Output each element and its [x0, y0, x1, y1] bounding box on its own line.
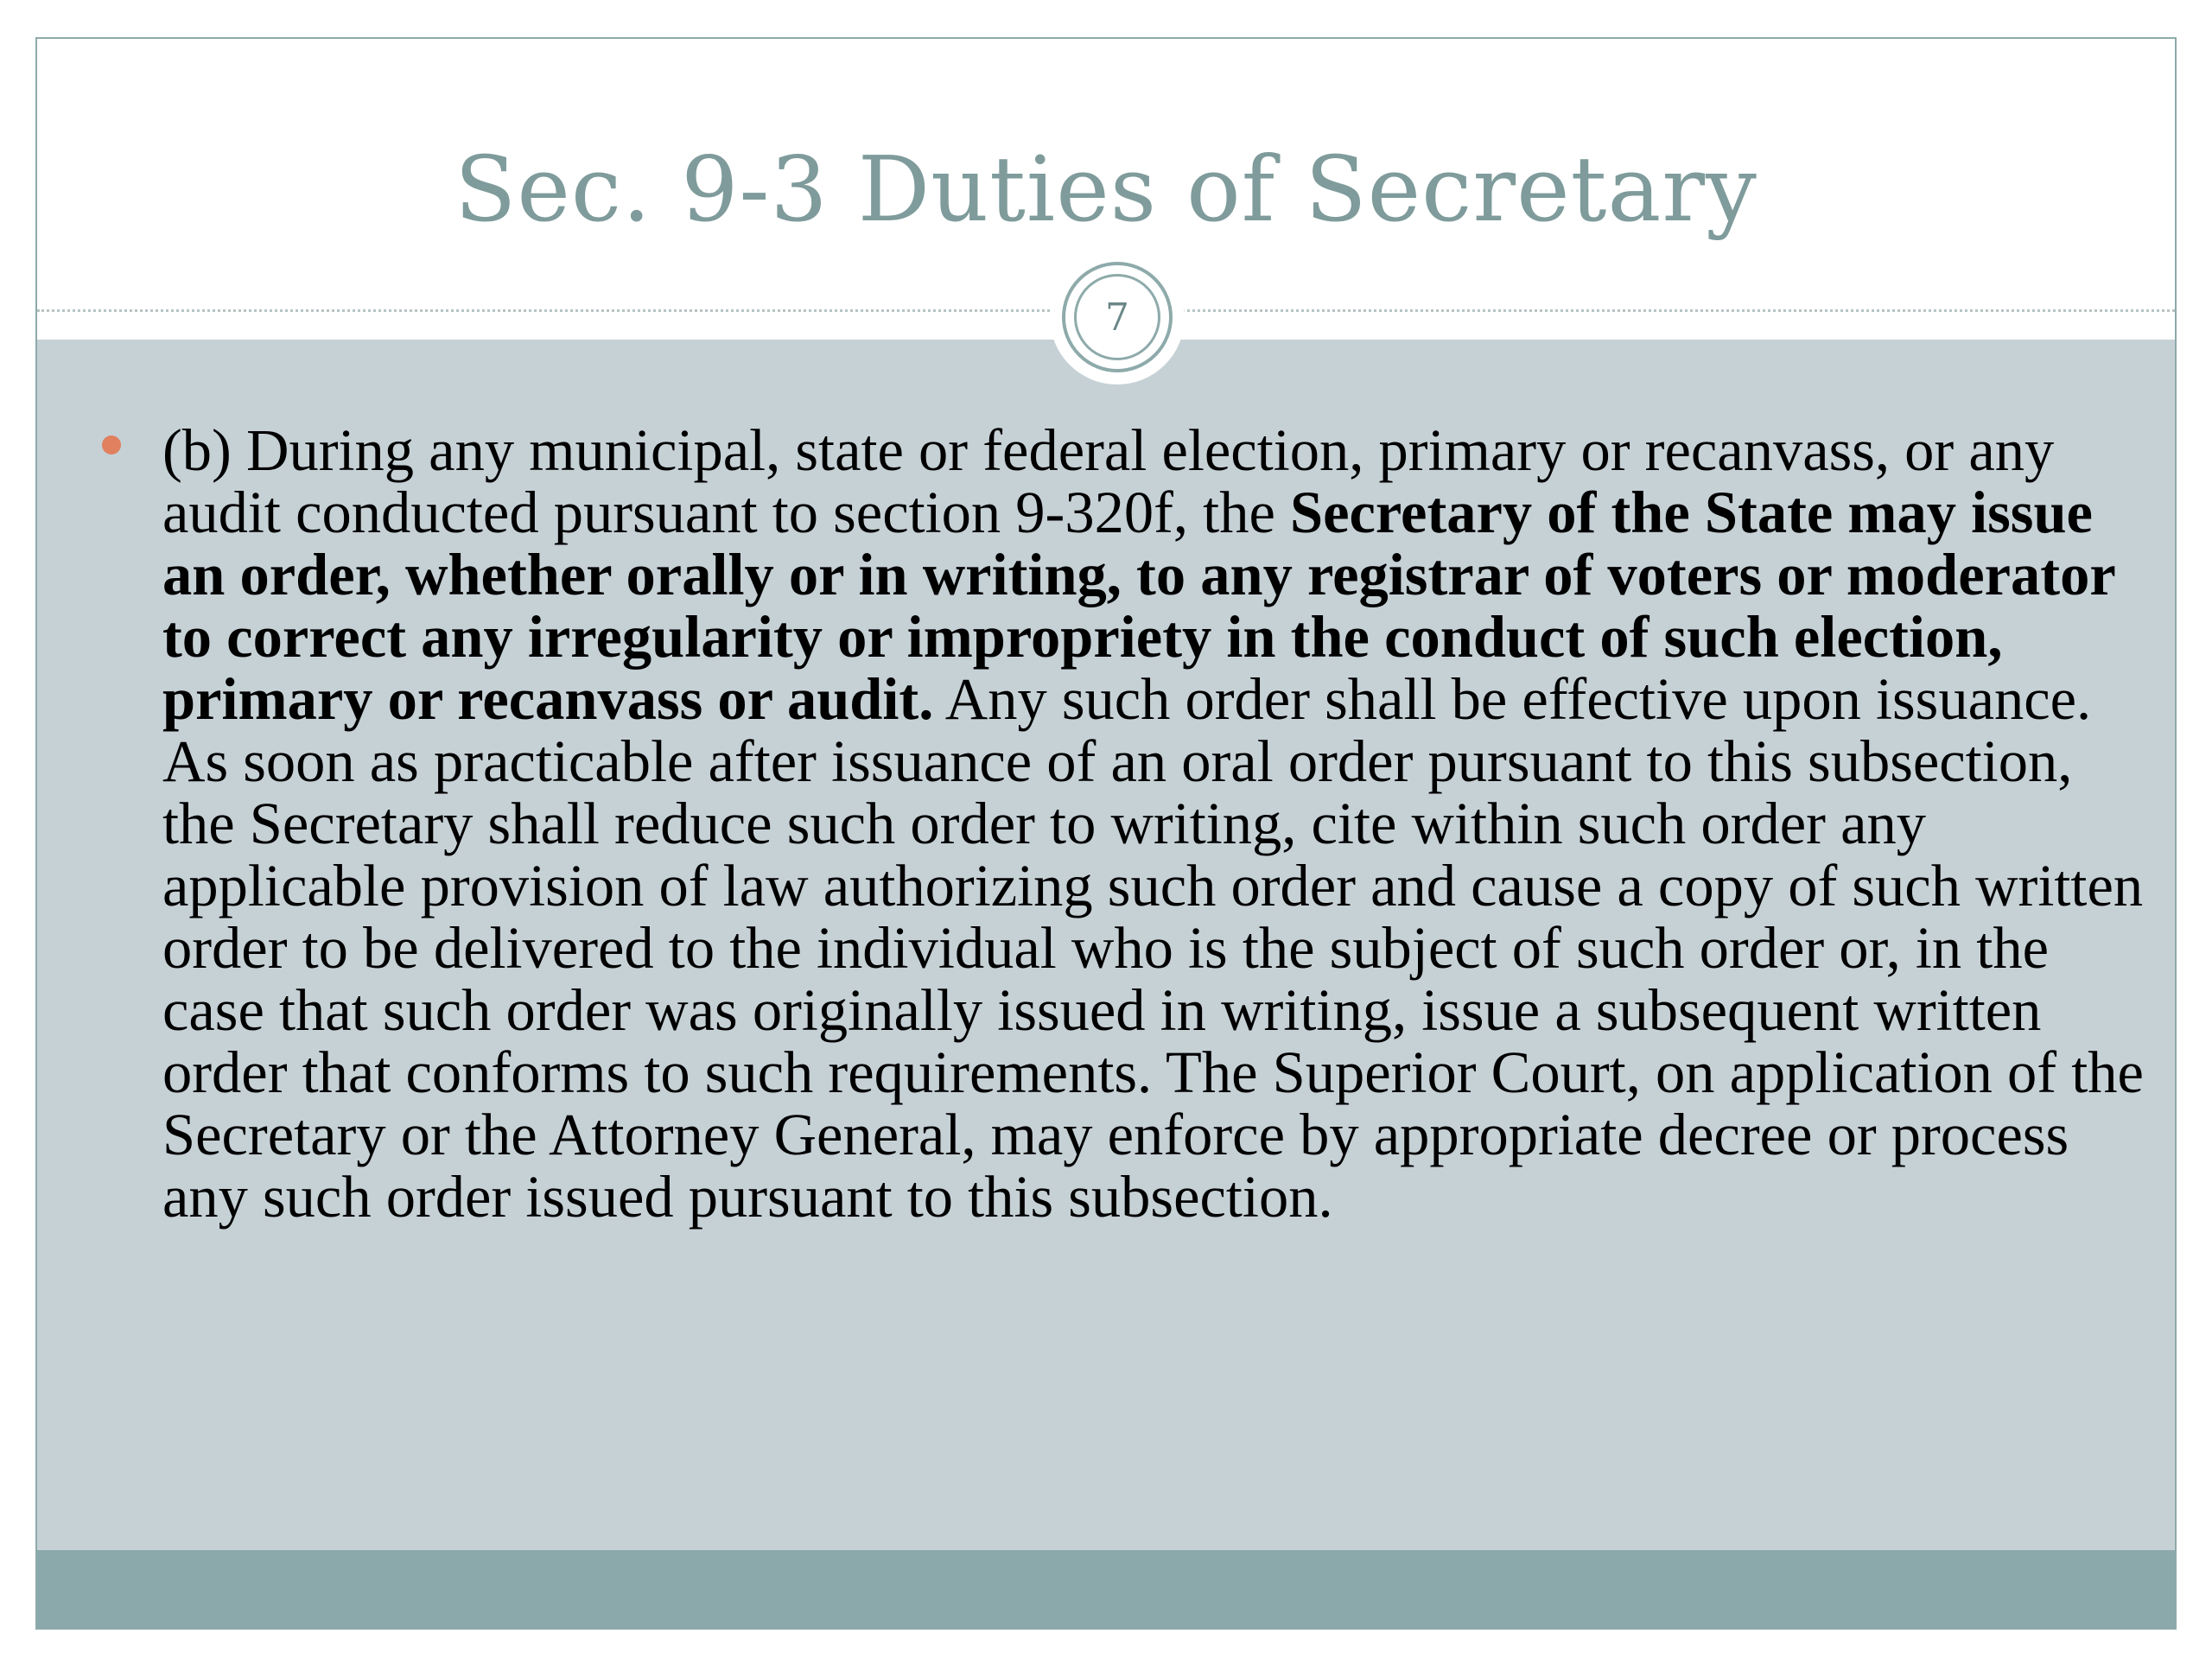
slide-number-badge — [1050, 250, 1185, 385]
bullet-text-rest: Any such order shall be effective upon issuance. As soon as practicable after issuance of an oral order pursuant to this subsection, the Secretary shall reduce such order to writing, cite within such order any applicable provision of law authorizing such order and cause a copy of such written order to be delivered to the individual who is the subject of such order or, in the case that such order was originally issued in writing, issue a subsequent written order that conforms to such requirements. The Superior Court, on application of the Secretary or the Attorney General, may enforce by appropriate decree or process any such order issued pursuant to this subsection. — [162, 666, 2144, 1230]
bullet-text-bold: Secretary of the State may issue an order, whether orally or in writing, to any registrar of voters or moderator to correct any irregularity or impropriety in the conduct of such election, primary or recanvass or audit. — [162, 480, 2115, 732]
footer-band — [37, 1550, 2175, 1630]
badge-outer-ring — [1062, 262, 1173, 372]
slide-number: 7 — [1074, 274, 1160, 360]
slide — [35, 37, 2177, 1630]
slide-title: Sec. 9-3 Duties of Secretary — [454, 137, 1758, 242]
bullet-dot-icon — [102, 435, 121, 454]
bullet-text — [162, 419, 2150, 1228]
bullet-text-intro: (b) During any municipal, state or federal election, primary or recanvass, or any audit conducted pursuant to section 9-320f, the — [162, 417, 2055, 545]
